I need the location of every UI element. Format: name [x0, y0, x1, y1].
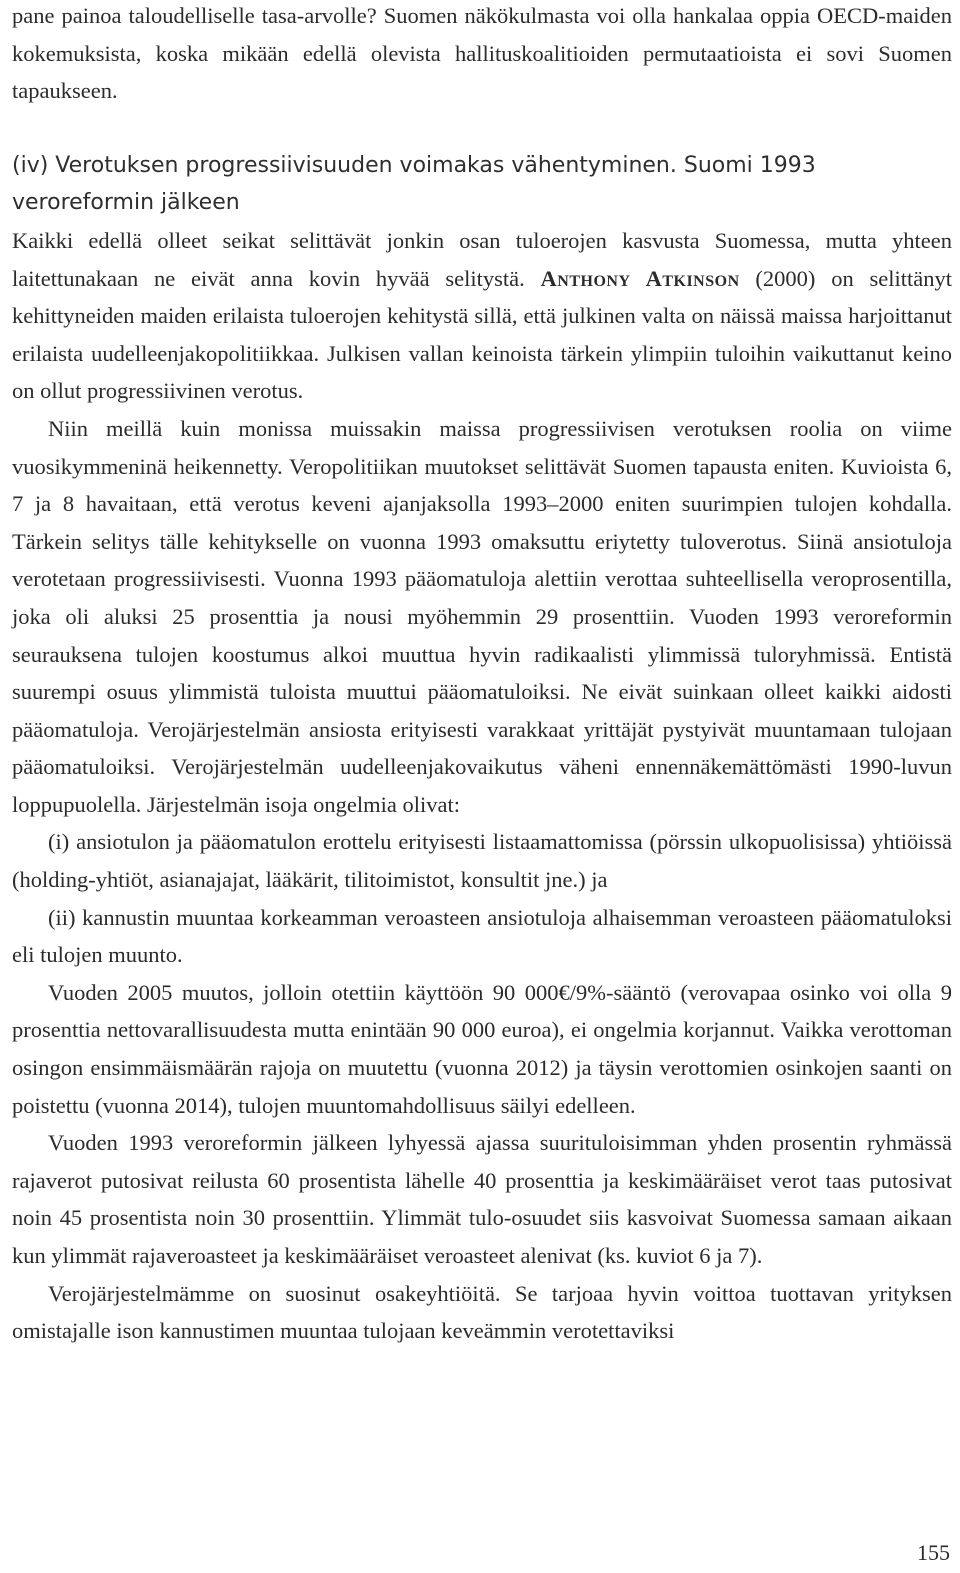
paragraph-1993-reform: Vuoden 1993 veroreformin jälkeen lyhyessä ajassa suurituloisimman yhden prosentin ryhmässä rajaverot putosivat reilusta 60 prosentista lähelle 40 prosenttia ja keskimääräiset verot taas putosivat noin 45 prosentista noin 30 prosenttiin. Ylimmät tulo-osuudet siis kasvoivat Suomessa samaan aikaan kun ylimmät rajaveroasteet ja keskimääräiset veroasteet alenivat (ks. kuviot 6 ja 7).: [12, 1130, 952, 1268]
list-item-ii: (ii) kannustin muuntaa korkeamman veroasteen ansiotuloja alhaisemman veroasteen pääomatuloksi eli tulojen muunto.: [12, 904, 952, 968]
author-name: Anthony Atkinson: [540, 265, 740, 291]
paragraph-text: (2000) on selittänyt kehittyneiden maiden erilaista tuloerojen kehitystä sillä, että julkinen valta on näissä maissa harjoittanut erilaista uudelleenjakopolitiikkaa. Julkisen vallan keinoista tärkein ylimpiin tuloihin vaikuttanut keino on ollut progressiivinen verotus.: [12, 265, 952, 404]
paragraph-text: Kaikki edellä olleet seikat selittävät jonkin osan tuloerojen kasvusta Suomessa, mutta yhteen laitettunakaan ne eivät anna kovin hyvää selitystä.: [12, 227, 952, 291]
paragraph-progressive-taxation: Niin meillä kuin monissa muissakin maissa progressiivisen verotuksen roolia on viime vuosikymmeninä heikennetty. Veropolitiikan muutokset selittävät Suomen tapausta eniten. Kuvioista 6, 7 ja 8 havaitaan, että verotus keveni ajanjaksolla 1993–2000 eniten suurimpien tulojen kohdalla. Tärkein selitys tälle kehitykselle on vuonna 1993 omaksuttu eriytetty tuloverotus. Siinä ansiotuloja verotetaan progressiivisesti. Vuonna 1993 pääomatuloja alettiin verottaa suhteellisella veroprosentilla, joka oli aluksi 25 prosenttia ja nousi myöhemmin 29 prosenttiin. Vuoden 1993 veroreformin seurauksena tulojen koostumus alkoi muuttua hyvin radikaalisti ylimmissä tuloryhmissä. Entistä suurempi osuus ylimmistä tuloista muuttui pääomatuloiksi. Ne eivät suinkaan olleet kaikki aidosti pääomatuloja. Verojärjestelmän ansiosta erityisesti varakkaat yrittäjät pystyivät muuntamaan tulojaan pääomatuloiksi. Verojärjestelmän uudelleenjakovaikutus väheni ennennäkemättömästi 1990-luvun loppupuolella. Järjestelmän isoja ongelmia olivat:: [12, 415, 952, 817]
paragraph-tax-system: Verojärjestelmämme on suosinut osakeyhtiöitä. Se tarjoaa hyvin voittoa tuottavan yrityksen omistajalle ison kannustimen muuntaa tulojaan keveämmin verotettaviksi: [12, 1280, 952, 1344]
page-body: [12, 0, 952, 1350]
paragraph-atkinson: [12, 222, 952, 410]
list-item-i: (i) ansiotulon ja pääomatulon erottelu erityisesti listaamattomissa (pörssin ulkopuolisissa) yhtiöissä (holding-yhtiöt, asianajajat, lääkärit, tilitoimistot, konsultit jne.) ja: [12, 829, 952, 893]
paragraph-2005-change: Vuoden 2005 muutos, jolloin otettiin käyttöön 90 000€/9%-sääntö (verovapaa osinko voi olla 9 prosenttia nettovarallisuudesta mutta enintään 90 000 euroa), ei ongelmia korjannut. Vaikka verottoman osingon ensimmäismäärän rajoja on muutettu (vuonna 2012) ja täysin verottomien osinkojen saanti on poistettu (vuonna 2014), tulojen muuntomahdollisuus säilyi edelleen.: [12, 979, 952, 1118]
paragraph-continuation: pane painoa taloudelliselle tasa-arvolle? Suomen näkökulmasta voi olla hankalaa oppia OECD-maiden kokemuksista, koska mikään edellä olevista hallituskoalitioiden permutaatioista ei sovi Suomen tapaukseen.: [12, 3, 952, 104]
section-heading: (iv) Verotuksen progressiivisuuden voimakas vähentyminen. Suomi 1993 veroreformin jälkeen: [12, 152, 816, 216]
page-number: 155: [917, 1540, 950, 1565]
